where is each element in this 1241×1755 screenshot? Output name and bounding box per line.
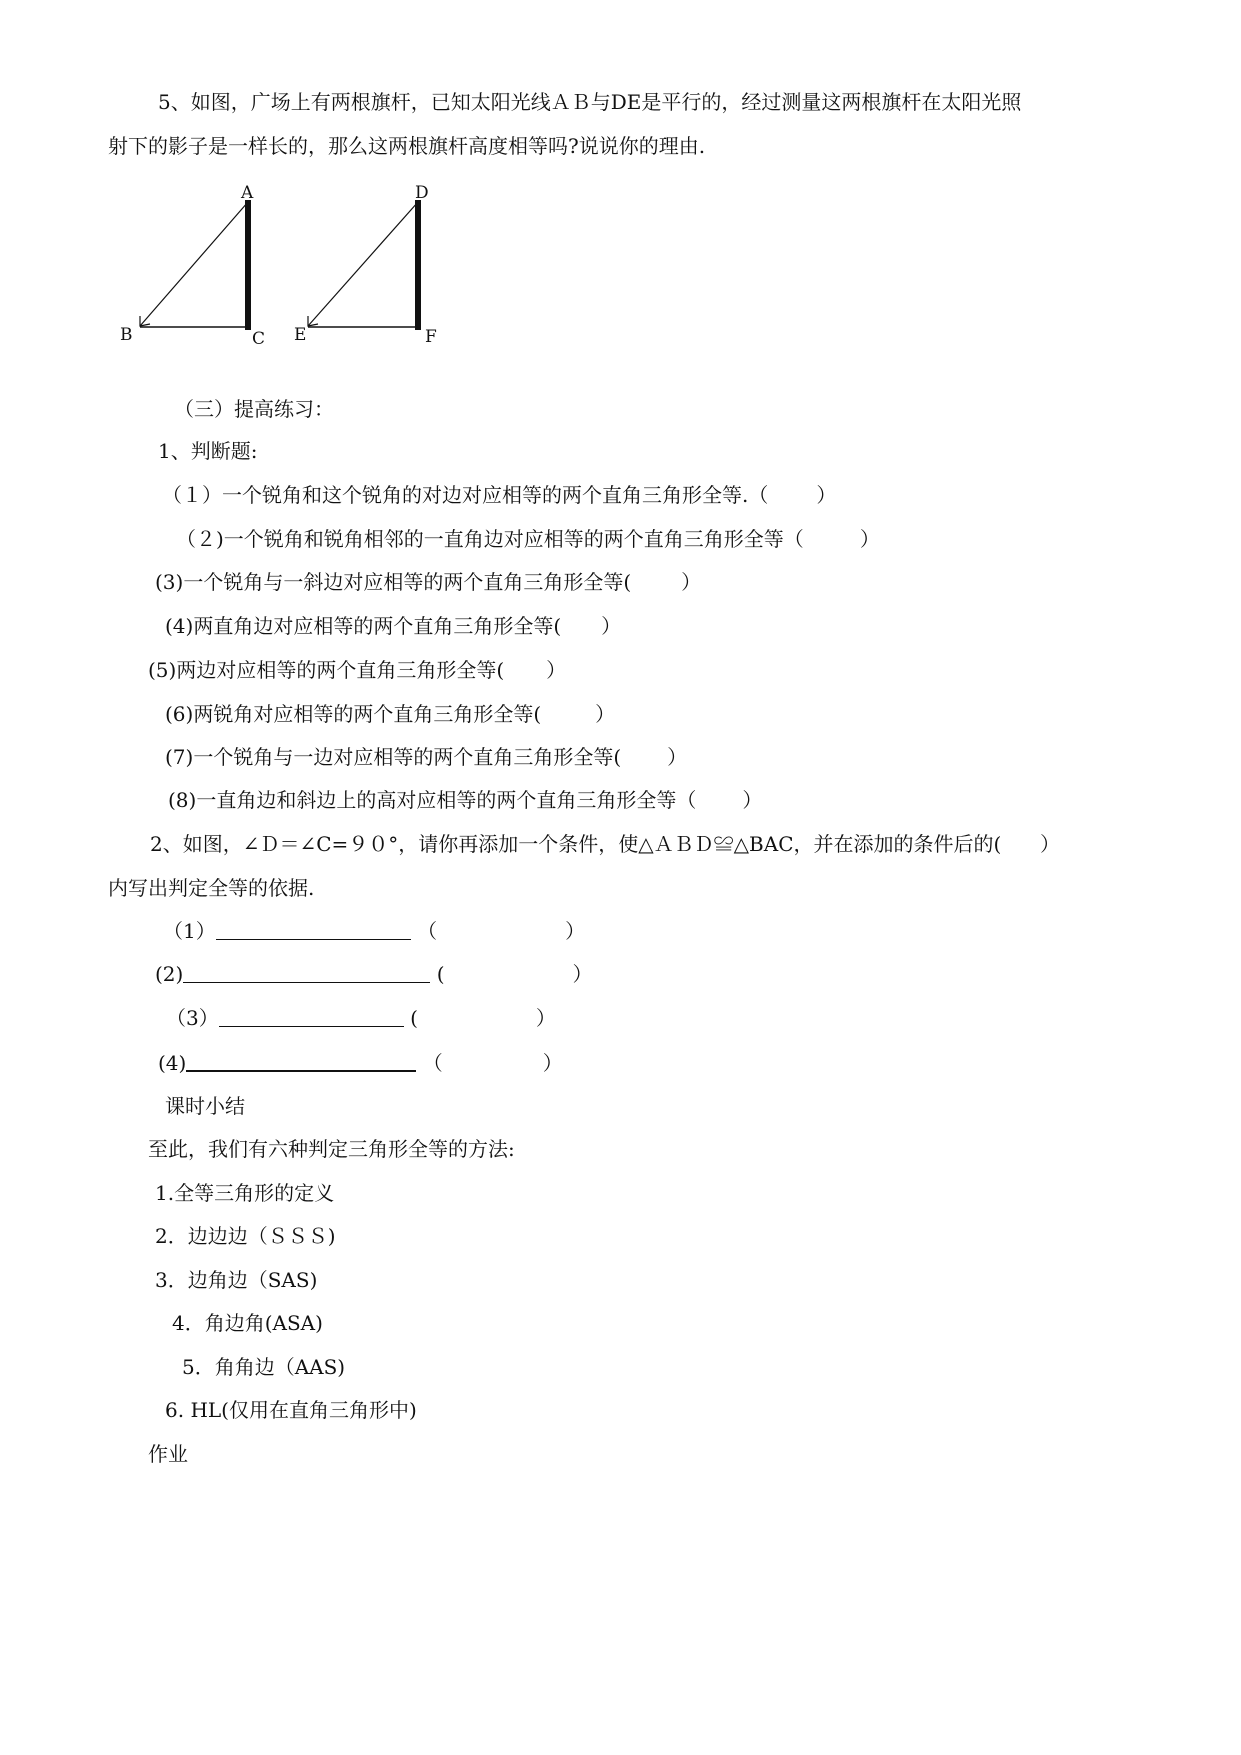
fill-item-2-label: (2) bbox=[155, 962, 184, 986]
fill-item-4-close: ） bbox=[542, 1051, 563, 1075]
q2-text-line1: 2、如图，∠Ｄ＝∠C=９０°，请你再添加一个条件，使△ＡＢＤ≌△BAC，并在添加的条件后的( bbox=[150, 832, 1002, 856]
judge-item-5-text: (5)两边对应相等的两个直角三角形全等( bbox=[148, 658, 505, 682]
method-2: 2．边边边（ＳＳＳ) bbox=[155, 1224, 336, 1248]
method-6: 6. HL(仅用在直角三角形中) bbox=[165, 1398, 417, 1422]
fill-item-4-label: (4) bbox=[158, 1051, 187, 1075]
label-b: B bbox=[120, 325, 133, 345]
judge-item-1 bbox=[162, 481, 836, 509]
flagpole-figure bbox=[110, 178, 450, 350]
q5-text-line2: 射下的影子是一样长的，那么这两根旗杆高度相等吗?说说你的理由. bbox=[108, 134, 706, 158]
method-3: 3．边角边（SAS) bbox=[155, 1268, 318, 1292]
label-c: C bbox=[252, 329, 266, 349]
q5-text-line1: 5、如图，广场上有两根旗杆，已知太阳光线ＡＢ与DE是平行的，经过测量这两根旗杆在太阳光照 bbox=[158, 90, 1022, 114]
fill-item-4 bbox=[158, 1048, 563, 1077]
judge-item-7 bbox=[165, 743, 687, 771]
fill-item-1-blank[interactable] bbox=[216, 917, 411, 940]
fill-item-3 bbox=[166, 1004, 556, 1032]
fill-item-3-label: （3） bbox=[166, 1006, 219, 1030]
q1-title: 1、判断题: bbox=[158, 439, 258, 463]
label-d: D bbox=[415, 183, 429, 203]
fill-item-2 bbox=[155, 960, 593, 988]
label-f: F bbox=[425, 327, 437, 347]
fill-item-2-close: ） bbox=[572, 962, 593, 986]
judge-item-3-close: ） bbox=[681, 570, 702, 594]
fill-item-4-blank[interactable] bbox=[186, 1048, 416, 1072]
judge-item-4 bbox=[165, 612, 621, 640]
judge-item-8-text: (8)一直角边和斜边上的高对应相等的两个直角三角形全等（ bbox=[168, 788, 697, 812]
judge-item-5 bbox=[148, 656, 566, 684]
fill-item-3-close: ） bbox=[535, 1006, 556, 1030]
method-4: 4．角边角(ASA) bbox=[172, 1311, 323, 1335]
fill-item-3-open: ( bbox=[410, 1006, 418, 1030]
homework-title: 作业 bbox=[148, 1442, 188, 1466]
judge-item-6-close: ） bbox=[595, 702, 616, 726]
judge-item-2-text: （２)一个锐角和锐角相邻的一直角边对应相等的两个直角三角形全等（ bbox=[176, 527, 804, 551]
judge-item-5-close: ） bbox=[546, 658, 567, 682]
judge-item-4-close: ） bbox=[601, 614, 622, 638]
judge-item-8-close: ） bbox=[742, 788, 763, 812]
fill-item-2-open: ( bbox=[436, 962, 445, 986]
fill-item-1-close: ） bbox=[565, 919, 586, 943]
judge-item-4-text: (4)两直角边对应相等的两个直角三角形全等( bbox=[165, 614, 562, 638]
fill-item-4-open: （ bbox=[422, 1051, 443, 1075]
summary-intro: 至此，我们有六种判定三角形全等的方法: bbox=[148, 1137, 515, 1161]
method-1: 1.全等三角形的定义 bbox=[155, 1181, 335, 1205]
q2-text-line1-close: ） bbox=[1040, 832, 1060, 856]
fill-item-1-open: （ bbox=[417, 919, 438, 943]
summary-title: 课时小结 bbox=[165, 1094, 245, 1118]
judge-item-2-close: ） bbox=[859, 527, 880, 551]
judge-item-6 bbox=[165, 700, 615, 728]
label-a: A bbox=[241, 183, 254, 203]
fill-item-1-label: （1） bbox=[163, 919, 216, 943]
judge-item-1-close: ） bbox=[816, 483, 837, 507]
sunray-ab bbox=[140, 202, 248, 326]
sunray-de bbox=[308, 202, 418, 326]
q2-text-line2: 内写出判定全等的依据. bbox=[108, 876, 315, 900]
judge-item-2 bbox=[176, 525, 880, 553]
judge-item-8 bbox=[168, 786, 762, 814]
judge-item-3 bbox=[155, 568, 701, 596]
fill-item-3-blank[interactable] bbox=[219, 1004, 404, 1027]
judge-item-7-text: (7)一个锐角与一边对应相等的两个直角三角形全等( bbox=[165, 745, 622, 769]
label-e: E bbox=[294, 325, 307, 345]
judge-item-3-text: (3)一个锐角与一斜边对应相等的两个直角三角形全等( bbox=[155, 570, 632, 594]
judge-item-7-close: ） bbox=[667, 745, 688, 769]
method-5: 5．角角边（AAS) bbox=[182, 1355, 346, 1379]
judge-item-6-text: (6)两锐角对应相等的两个直角三角形全等( bbox=[165, 702, 542, 726]
fill-item-2-blank[interactable] bbox=[183, 960, 430, 983]
fill-item-1 bbox=[163, 917, 585, 945]
judge-item-1-text: （１）一个锐角和这个锐角的对边对应相等的两个直角三角形全等.（ bbox=[162, 483, 769, 507]
section3-title: （三）提高练习： bbox=[174, 397, 334, 421]
